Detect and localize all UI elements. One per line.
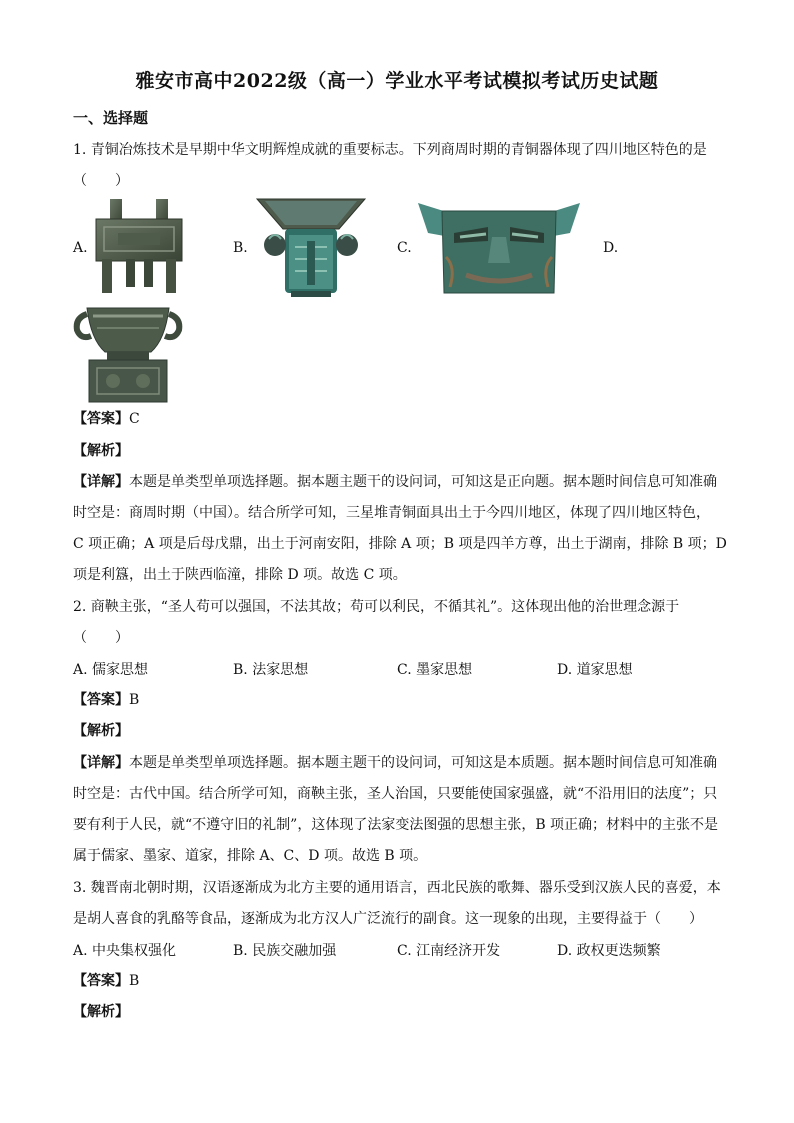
page-title: 雅安市高中2022级（高一）学业水平考试模拟考试历史试题 (135, 70, 659, 92)
q1-detail-line4: 项是利簋，出土于陕西临潼，排除 D 项。故选 C 项。 (73, 567, 407, 583)
q2-detail-line3: 要有利于人民，就“不遵守旧的礼制”，这体现了法家变法图强的思想主张，B 项正确；材料中的主张不是 (73, 817, 719, 833)
q3-option-b: B. 民族交融加强 (233, 943, 337, 959)
q1-detail-line3: C 项正确；A 项是后母戊鼎，出土于河南安阳，排除 A 项；B 项是四羊方尊，出土于湖南，排除 B 项；D (73, 536, 727, 552)
q2-analysis-heading: 【解析】 (73, 723, 129, 739)
q1-option-d-image-gui (73, 300, 183, 404)
q1-option-b-label: B. (233, 240, 248, 256)
q3-option-a: A. 中央集权强化 (73, 943, 177, 959)
q1-option-d-label: D. (603, 240, 619, 256)
q2-stem-line2: （ ） (73, 630, 129, 646)
q3-analysis-heading: 【解析】 (73, 1004, 129, 1020)
q3-stem-line1: 3. 魏晋南北朝时期，汉语逐渐成为北方主要的通用语言，西北民族的歌舞、器乐受到汉族人民的喜爱，本 (73, 880, 721, 896)
q2-option-a: A. 儒家思想 (73, 662, 149, 678)
q3-answer: 【答案】B (73, 973, 140, 989)
q2-detail-line2: 时空是：古代中国。结合所学可知，商鞅主张，圣人治国，只要能使国家强盛，就“不沿用旧的法度”；只 (73, 786, 718, 802)
q1-stem-line1: 1. 青铜冶炼技术是早期中华文明辉煌成就的重要标志。下列商周时期的青铜器体现了四川地区特色的是 (73, 142, 707, 158)
q1-stem-line2: （ ） (73, 173, 129, 189)
q1-option-c-image-mask (416, 197, 582, 297)
q1-option-c-label: C. (397, 240, 412, 256)
q1-option-a-label: A. (73, 240, 88, 256)
q1-detail-line1: 【详解】本题是单类型单项选择题。据本题主题干的设问词，可知这是正向题。据本题时间信息可知准确 (73, 474, 717, 490)
q2-stem-line1: 2. 商鞅主张，“圣人苟可以强国，不法其故；苟可以利民，不循其礼”。这体现出他的治世理念源于 (73, 599, 680, 615)
q2-detail-line4: 属于儒家、墨家、道家，排除 A、C、D 项。故选 B 项。 (73, 848, 428, 864)
q3-stem-line2: 是胡人喜食的乳酪等食品，逐渐成为北方汉人广泛流行的副食。这一现象的出现，主要得益于（ ） (73, 911, 703, 927)
q3-option-c: C. 江南经济开发 (397, 943, 501, 959)
q2-option-d: D. 道家思想 (557, 662, 633, 678)
q2-option-b: B. 法家思想 (233, 662, 309, 678)
q1-detail-line2: 时空是：商周时期（中国）。结合所学可知，三星堆青铜面具出土于今四川地区，体现了四川地区特色， (73, 505, 710, 521)
q1-answer: 【答案】C (73, 411, 140, 427)
q2-detail-line1: 【详解】本题是单类型单项选择题。据本题主题干的设问词，可知这是本质题。据本题时间信息可知准确 (73, 755, 717, 771)
q1-option-b-image-zun (255, 195, 367, 299)
q2-answer: 【答案】B (73, 692, 140, 708)
q2-option-c: C. 墨家思想 (397, 662, 473, 678)
q3-option-d: D. 政权更迭频繁 (557, 943, 661, 959)
q1-option-a-image-ding (90, 197, 188, 297)
q1-analysis-heading: 【解析】 (73, 443, 129, 459)
section-heading: 一、选择题 (73, 109, 149, 127)
